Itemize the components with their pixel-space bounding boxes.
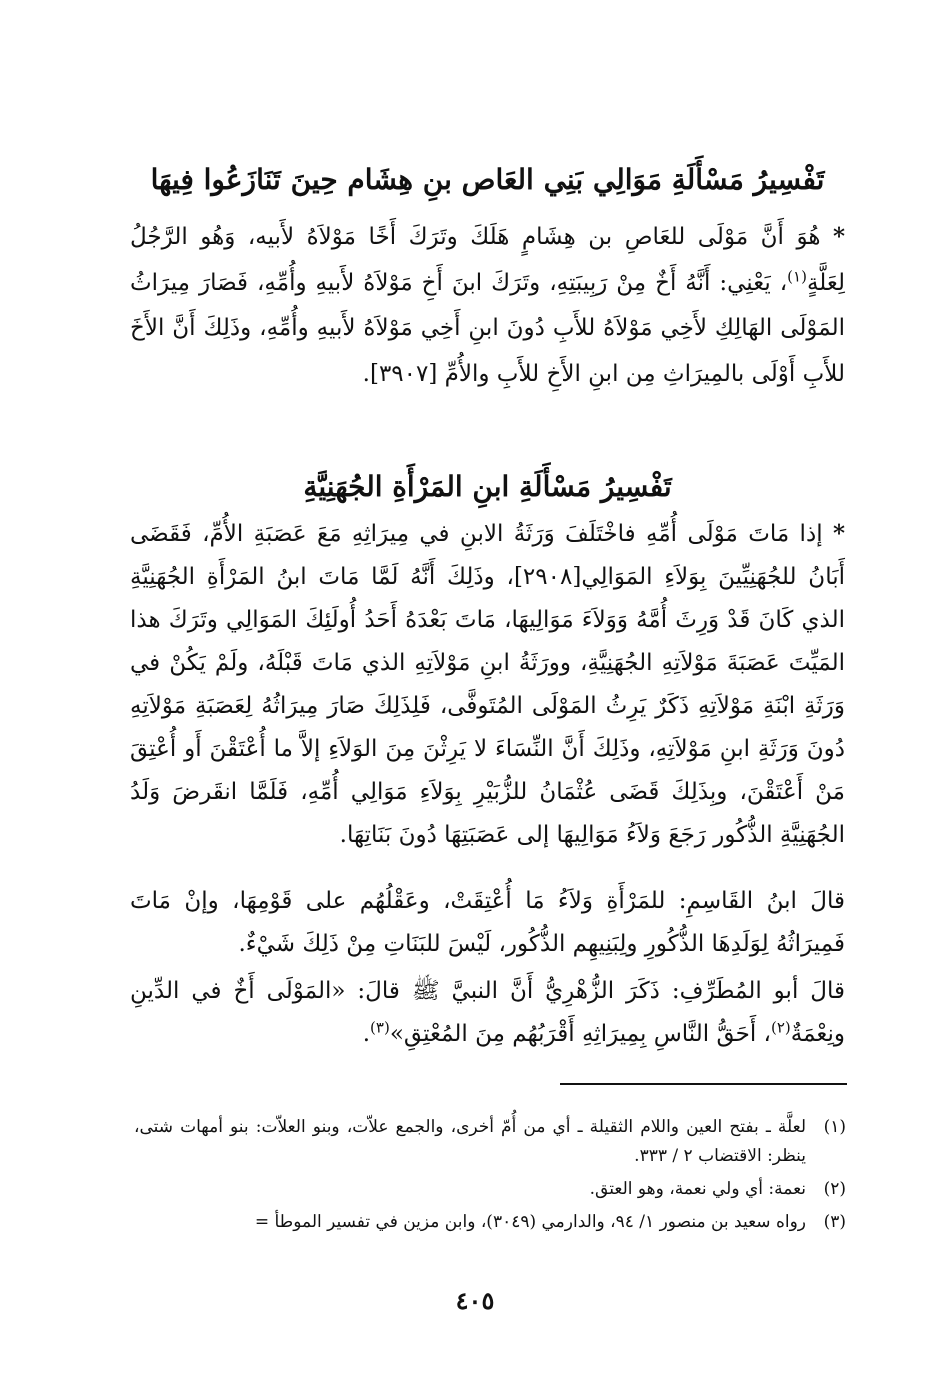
footnote-ref: (١) (787, 266, 807, 285)
footnote-separator (560, 1083, 847, 1085)
footnote-text: نعمة: أي ولي نعمة، وهو العتق. (589, 1179, 806, 1199)
footnote-number: (٢) (823, 1179, 846, 1199)
footnote-item (134, 1175, 846, 1204)
star-marker: * (832, 223, 846, 250)
footnote-item (134, 1208, 846, 1237)
section-heading-1: تَفْسِيرُ مَسْأَلَةِ مَوَالِي بَنِي العَاص بنِ هِشَام حِينَ تَنَازَعُوا فِيهَا (150, 163, 825, 196)
footnote-ref: (٣) (370, 1018, 390, 1037)
footnote-number: (١) (823, 1117, 846, 1137)
paragraph (130, 970, 845, 1056)
mutarrif-paragraph-block (130, 970, 845, 1056)
paragraph-text: قالَ أبو المُطَرِّفِ: ذَكَرَ الزُّهْرِيُّ أَنَّ النبيَّ ﷺ قالَ: «المَوْلَى أَخٌ في الدِّينِ ونِعْمَةٌ (130, 978, 845, 1047)
paragraph-text: ، أَحَقُّ النَّاسِ بِمِيرَاثِهِ أَقْرَبُهُم مِنَ المُعْتِقِ» (389, 1021, 771, 1047)
section-2-body (130, 512, 845, 857)
star-marker: * (832, 520, 845, 547)
footnote-number: (٣) (823, 1212, 846, 1232)
footnote-text: لعلَّة ـ بفتح العين واللام الثقيلة ـ أي من أُمّ أخرى، والجمع علاّت، وبنو العلاّت: بنو أمهات شتى، ينظر: الاقتضاب ٢ / ٣٣٣. (134, 1117, 806, 1166)
paragraph (130, 512, 845, 857)
paragraph: قالَ ابنُ القَاسِمِ: للمَرْأَةِ وَلاَءُ مَا أُعْتِقَتْ، وعَقْلُهُم على قَوْمِهَا، وإنْ مَاتَ فَمِيرَاثُهُ لِوَلَدِهَا الذُّكُورِ ولِبَنِيهِم الذُّكُور، لَيْسَ للبَنَاتِ مِنْ ذَلِكَ شَيْءٌ. (130, 888, 845, 957)
footnote-item (134, 1113, 846, 1171)
paragraph-text: . (362, 1021, 371, 1047)
paragraph-text: هُوَ أَنَّ مَوْلَى للعَاصِ بن هِشَامٍ هَلَكَ وتَرَكَ أَخًا مَوْلاَهُ لأَبيه، وَهُو الرَّجُلُ لِعَلَّةٍ (130, 224, 845, 296)
paragraph (130, 214, 845, 397)
paragraph-text: ، يَعْنِي: أَنَّهُ أَخٌ مِنْ رَبِيبَتِهِ، وتَرَكَ ابنَ أَخِ مَوْلاَهُ لأَبيهِ وأُمِّهِ، فَصَارَ مِيرَاثُ المَوْلَى الهَالِكِ لأَخِي مَوْلاَهُ للأَبِ دُونَ ابنِ أَخِي مَوْلاَهُ لأَبيهِ وأُمِّهِ، وذَلِكَ أَنَّ الأَخَ للأَبِ أَوْلَى بالمِيرَاثِ مِن ابنِ الأَخِ للأَبِ والأُمِّ [٣٩٠٧]. (130, 269, 845, 387)
section-heading-2: تَفْسِيرُ مَسْأَلَةِ ابنِ المَرْأَةِ الجُهَنِيَّةِ (303, 470, 672, 503)
footnote-ref: (٢) (770, 1018, 791, 1037)
paragraph-text: إذا مَاتَ مَوْلَى أُمِّهِ فاخْتَلَفَ وَرَثَةُ الابنِ في مِيرَاثِهِ مَعَ عَصَبَةِ الأُمِّ، فَقَضَى أَبَانُ للجُهَنِيِّينَ بِوَلاَءِ المَوَالِي[٢٩٠٨]، وذَلِكَ أَنَّهُ لَمَّا مَاتَ ابنُ المَرْأَةِ الجُهَنِيَّةِ الذي كَانَ قَدْ وَرِثَ أُمَّهُ وَوَلاَءَ مَوَالِيهَا، مَاتَ بَعْدَهُ أَحَدُ أُولَئِكَ المَوَالِي وتَرَكَ هذا المَيِّتَ عَصَبَةَ مَوْلاَتِهِ الجُهَنِيَّةِ، وورَثَةُ ابنِ مَوْلاَتِهِ الذي مَاتَ قَبْلَهُ، ولَمْ يَكُنْ في وَرَثَةِ ابْنَةِ مَوْلاَتِهِ ذَكَرٌ يَرِثُ المَوْلَى المُتَوفَّى، فَلِذَلِكَ صَارَ مِيرَاثُهُ لِعَصَبَةِ مَوْلاَتِهِ دُونَ وَرَثَةِ ابنِ مَوْلاَتِهِ، وذَلِكَ أَنَّ النِّسَاءَ لا يَرِثْنَ مِنَ الوَلاَءِ إلاَّ ما أُعْتَقْنَ أَو أُعْتِقَ مَنْ أَعْتَقْنَ، وبِذَلِكَ قَضَى عُثْمَانُ للزُّبَيْرِ بِوَلاَءِ مَوَالِي أُمِّهِ، فَلَمَّا انقَرضَ وَلَدُ الجُهَنِيَّةِ الذُّكُور رَجَعَ وَلاَءُ مَوَالِيهَا إلى عَصَبَتِهَا دُونَ بَنَاتِهَا. (130, 521, 845, 848)
footnote-text: رواه سعيد بن منصور ١/ ٩٤، والدارمي (٣٠٤٩)، وابن مزين في تفسير الموطأ = (254, 1212, 806, 1232)
page-number: ٤٠٥ (455, 1286, 495, 1315)
qasim-paragraph-block (130, 880, 845, 966)
section-1-body (130, 214, 845, 397)
footnotes (134, 1113, 846, 1237)
